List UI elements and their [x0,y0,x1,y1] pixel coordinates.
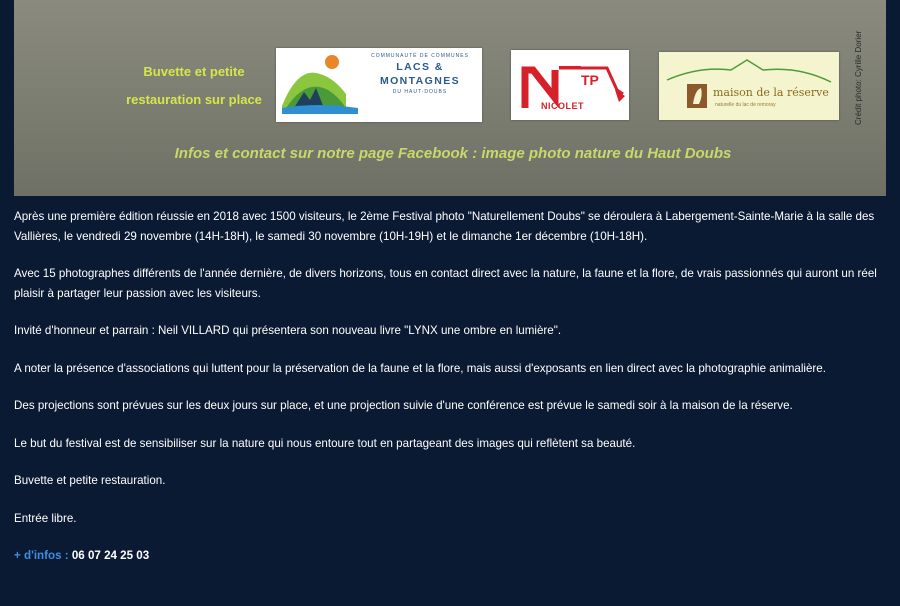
lacs-logo-line2: LACS & [396,61,444,73]
article-paragraph: Buvette et petite restauration. [14,474,166,487]
article-paragraph: Invité d'honneur et parrain : Neil VILLARD qui présentera son nouveau livre "LYNX une ombre en lumière". [14,324,562,337]
article-paragraph: Entrée libre. [14,511,77,525]
lacs-montagnes-logo [276,48,482,122]
ntp-nicolet-logo [511,50,629,120]
ntp-logo-tp: TP [581,72,599,88]
contact-info [14,546,886,566]
article-paragraph: A noter la présence d'associations qui luttent pour la préservation de la faune et la flore, mais aussi d'exposants en lien direct avec la photographie animalière. [14,361,826,375]
banner-text-line1: Buvette et petite [143,64,245,79]
more-info-link[interactable]: + d'infos : [14,549,69,562]
mountain-lake-icon [276,48,362,122]
maison-reserve-logo [659,52,839,120]
photo-credit: Crédit photo: Cyrille Dorier [854,30,863,126]
banner-text-line2: restauration sur place [126,92,262,107]
lacs-logo-line3: MONTAGNES [379,75,461,87]
ntp-logo-nicolet: NICOLET [541,101,584,111]
article-paragraph: Le but du festival est de sensibiliser sur la nature qui nous entoure tout en partageant des images qui reflètent sa beauté. [14,436,636,450]
maison-logo-title: maison de la réserve [713,86,829,99]
event-article [14,207,886,584]
lacs-logo-line4: DU HAUT-DOUBS [392,89,448,95]
article-paragraph: Des projections sont prévues sur les deux jours sur place, et une projection suivie d'une conférence est prévue le samedi soir à la maison de la réserve. [14,399,793,412]
lacs-logo-line1: COMMUNAUTÉ DE COMMUNES [371,53,469,59]
contact-phone: 06 07 24 25 03 [68,549,150,562]
banner-facebook-info: Infos et contact sur notre page Facebook : image photo nature du Haut Doubs [174,145,732,162]
event-banner-image [14,0,886,196]
article-paragraph: Après une première édition réussie en 2018 avec 1500 visiteurs, le 2ème Festival photo "Naturellement Doubs" se déroulera à Labergement-Sainte-Marie à la salle des Vallières, le vendredi 29 novembre (14H-18H), le samedi 30 novembre (10H-19H) et le dimanche 1er décembre (10H-18H). [14,210,875,243]
banner-refreshment-text [94,58,294,114]
lacs-logo-text [362,52,478,96]
maison-logo-subtitle: naturelle du lac de remoray [715,102,776,108]
article-paragraph: Avec 15 photographes différents de l'année dernière, de divers horizons, tous en contact direct avec la nature, la faune et la flore, de vrais passionnés qui auront un réel plaisir à partager leur passion avec les visiteurs. [14,267,877,300]
